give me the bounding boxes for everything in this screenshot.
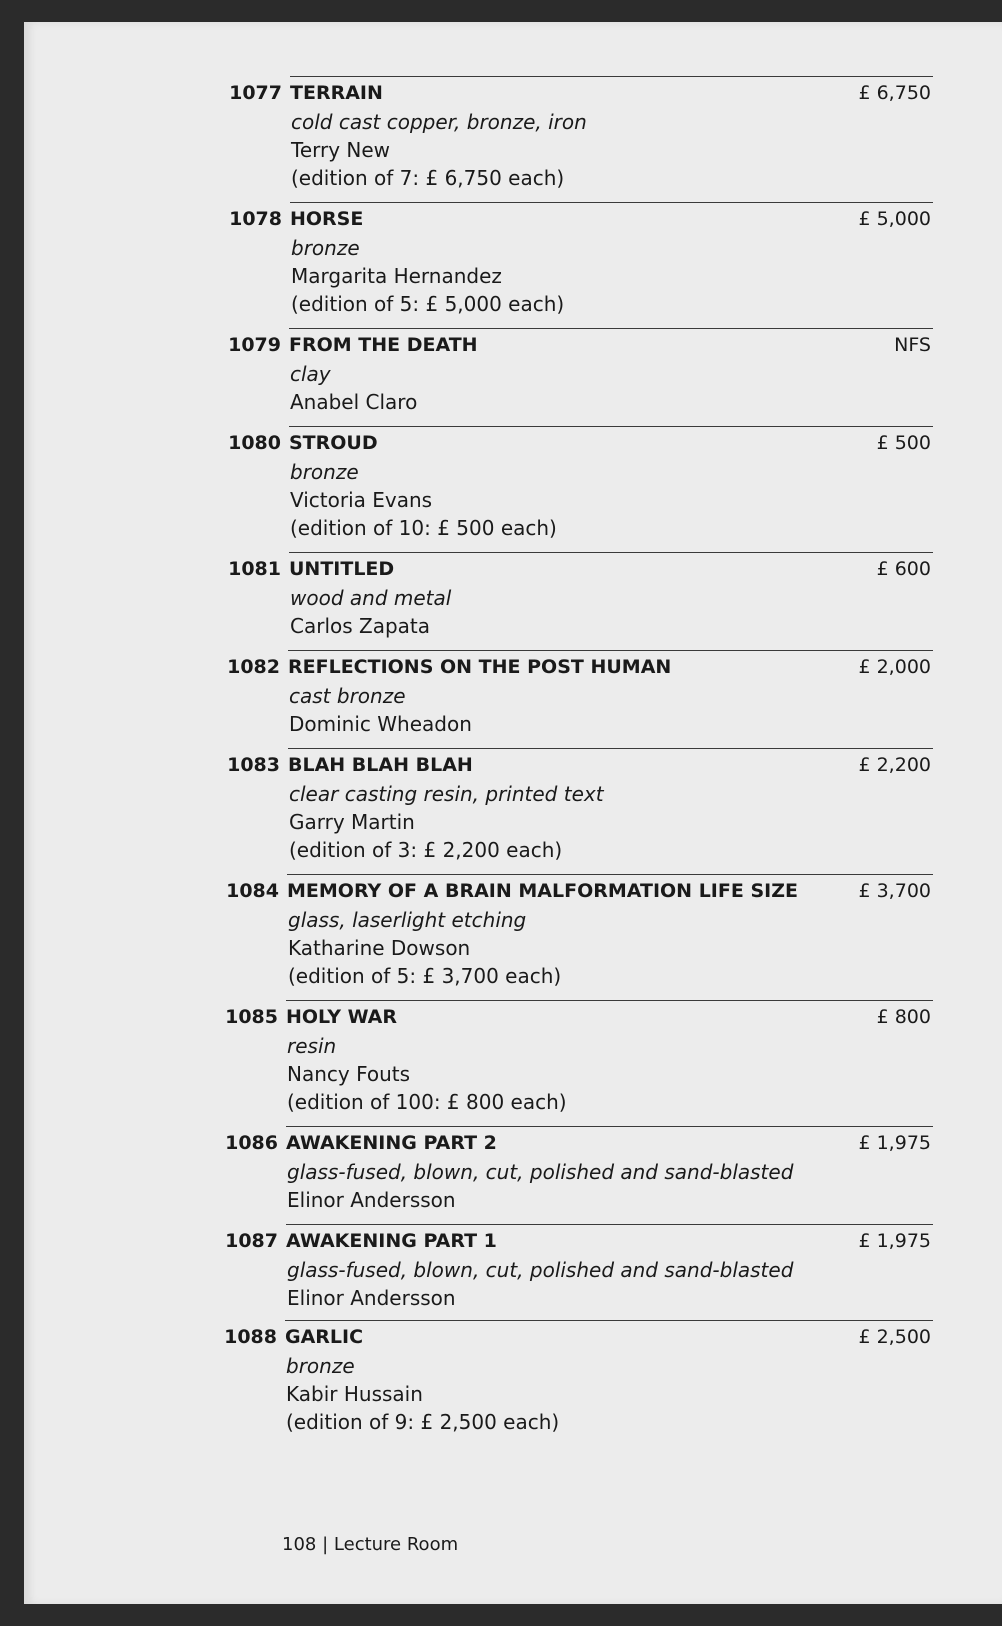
artist-name: Katharine Dowson (288, 936, 471, 960)
work-medium: bronze (290, 460, 359, 484)
page-footer (282, 1534, 458, 1555)
catalogue-entry (229, 202, 933, 322)
entry-divider (288, 650, 933, 651)
artist-name: Garry Martin (289, 810, 415, 834)
work-price: £ 1,975 (858, 1132, 931, 1154)
work-medium: wood and metal (290, 586, 452, 610)
work-medium: resin (287, 1034, 337, 1058)
lot-number: 1079 (228, 334, 281, 356)
work-medium: cast bronze (289, 684, 406, 708)
work-price: £ 2,200 (858, 754, 931, 776)
entry-divider (288, 748, 933, 749)
work-price: £ 500 (876, 432, 931, 454)
catalogue-entry (226, 874, 933, 994)
work-medium: glass-fused, blown, cut, polished and sand-blasted (287, 1258, 794, 1282)
page-number: 108 (282, 1534, 317, 1555)
work-medium: cold cast copper, bronze, iron (291, 110, 587, 134)
lot-number: 1083 (227, 754, 280, 776)
catalogue-entry (224, 1320, 933, 1440)
artist-name: Dominic Wheadon (289, 712, 472, 736)
entry-divider (285, 1320, 933, 1321)
work-price: £ 5,000 (858, 208, 931, 230)
work-price: £ 2,000 (858, 656, 931, 678)
artist-name: Victoria Evans (290, 488, 433, 512)
entry-divider (286, 1224, 933, 1225)
work-price: £ 1,975 (858, 1230, 931, 1252)
work-medium: glass-fused, blown, cut, polished and sand-blasted (287, 1160, 794, 1184)
work-title: STROUD (289, 432, 378, 454)
work-title: HOLY WAR (286, 1006, 398, 1028)
entry-divider (290, 202, 933, 203)
work-medium: clay (290, 362, 331, 386)
artist-name: Kabir Hussain (286, 1382, 423, 1406)
work-title: REFLECTIONS ON THE POST HUMAN (288, 656, 672, 678)
lot-number: 1087 (225, 1230, 278, 1252)
work-title: FROM THE DEATH (289, 334, 478, 356)
entry-divider (290, 76, 933, 77)
entry-divider (289, 552, 933, 553)
artist-name: Anabel Claro (290, 390, 418, 414)
work-title: TERRAIN (290, 82, 383, 104)
work-title: AWAKENING PART 1 (286, 1230, 497, 1252)
work-price: £ 800 (876, 1006, 931, 1028)
work-title: UNTITLED (289, 558, 395, 580)
artist-name: Carlos Zapata (290, 614, 431, 638)
footer-separator: | (322, 1534, 329, 1555)
entry-divider (289, 426, 933, 427)
work-title: MEMORY OF A BRAIN MALFORMATION LIFE SIZE (287, 880, 798, 902)
entry-divider (286, 1126, 933, 1127)
lot-number: 1077 (229, 82, 282, 104)
edition-info: (edition of 5: £ 5,000 each) (291, 292, 565, 316)
edition-info: (edition of 9: £ 2,500 each) (286, 1410, 560, 1434)
edition-info: (edition of 3: £ 2,200 each) (289, 838, 563, 862)
work-title: GARLIC (285, 1326, 364, 1348)
artist-name: Margarita Hernandez (291, 264, 502, 288)
catalogue-entry (227, 748, 933, 868)
lot-number: 1081 (228, 558, 281, 580)
artist-name: Elinor Andersson (287, 1188, 456, 1212)
lot-number: 1082 (227, 656, 280, 678)
lot-number: 1086 (225, 1132, 278, 1154)
work-medium: clear casting resin, printed text (289, 782, 604, 806)
work-medium: bronze (286, 1354, 355, 1378)
artist-name: Elinor Andersson (287, 1286, 456, 1310)
edition-info: (edition of 5: £ 3,700 each) (288, 964, 562, 988)
artist-name: Terry New (291, 138, 391, 162)
work-title: HORSE (290, 208, 364, 230)
work-price: NFS (894, 334, 931, 356)
work-price: £ 2,500 (858, 1326, 931, 1348)
lot-number: 1088 (224, 1326, 277, 1348)
lot-number: 1085 (225, 1006, 278, 1028)
catalogue-entry (228, 426, 933, 546)
entry-divider (286, 1000, 933, 1001)
work-price: £ 6,750 (858, 82, 931, 104)
artist-name: Nancy Fouts (287, 1062, 411, 1086)
lot-number: 1084 (226, 880, 279, 902)
work-title: AWAKENING PART 2 (286, 1132, 497, 1154)
work-price: £ 3,700 (858, 880, 931, 902)
work-medium: glass, laserlight etching (288, 908, 527, 932)
edition-info: (edition of 10: £ 500 each) (290, 516, 557, 540)
work-title: BLAH BLAH BLAH (288, 754, 473, 776)
work-medium: bronze (291, 236, 360, 260)
edition-info: (edition of 7: £ 6,750 each) (291, 166, 565, 190)
catalogue-page (24, 22, 1002, 1604)
entry-divider (289, 328, 933, 329)
lot-number: 1080 (228, 432, 281, 454)
work-price: £ 600 (876, 558, 931, 580)
catalogue-entry (225, 1000, 933, 1120)
entry-divider (287, 874, 933, 875)
catalogue-entries (24, 22, 1002, 1604)
edition-info: (edition of 100: £ 800 each) (287, 1090, 567, 1114)
section-name: Lecture Room (333, 1534, 459, 1555)
lot-number: 1078 (229, 208, 282, 230)
catalogue-entry (229, 76, 933, 196)
